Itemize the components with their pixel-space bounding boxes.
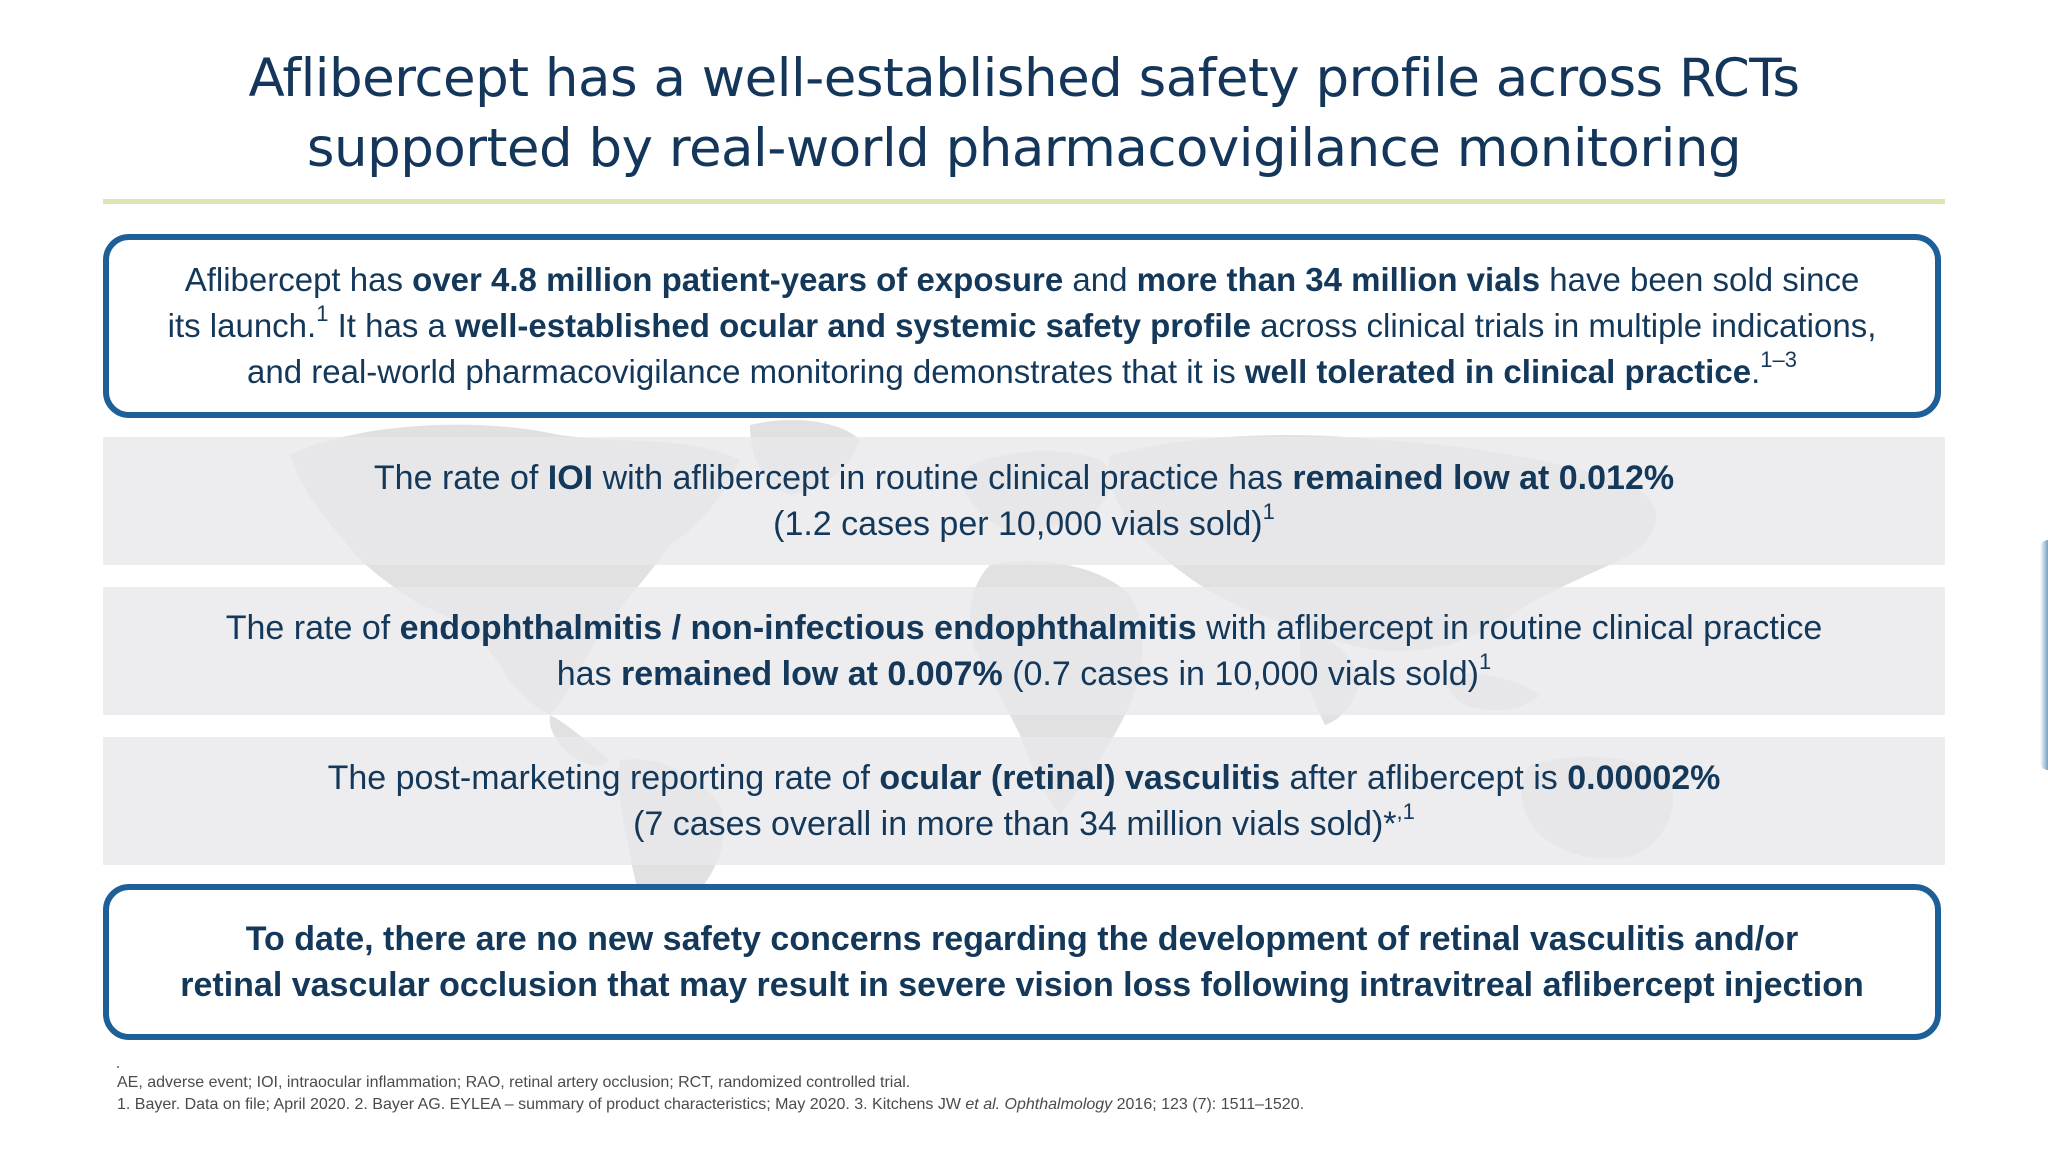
- band-text: has: [556, 655, 622, 693]
- reference-etal: et al.: [965, 1096, 1001, 1113]
- conclusion-line-1: To date, there are no new safety concerns regarding the development of retinal vasculitis and/or: [245, 920, 1799, 958]
- intro-line-1: [185, 257, 1860, 303]
- reference-superscript: ,1: [1396, 798, 1415, 824]
- reference-text: 2016; 123 (7): 1511–1520.: [1112, 1096, 1305, 1113]
- band-text: (7 cases overall in more than 34 million vials sold)*: [633, 805, 1397, 843]
- intro-text: .: [1751, 353, 1761, 390]
- title-line-1: Aflibercept has a well-established safety profile across RCTs: [248, 48, 1800, 109]
- endophthalmitis-rate-band: [103, 587, 1945, 715]
- reference-superscript: 1: [1479, 648, 1492, 674]
- edge-decoration: [2040, 540, 2048, 770]
- intro-text: across clinical trials in multiple indications,: [1250, 307, 1877, 344]
- endo-line-2: [556, 648, 1492, 697]
- title-divider: [103, 199, 1945, 204]
- intro-text: It has a: [328, 307, 456, 344]
- vasc-line-1: [328, 755, 1721, 801]
- reference-superscript: 1–3: [1760, 347, 1797, 372]
- vasculitis-rate-band: [103, 737, 1945, 865]
- band-text: with aflibercept in routine clinical practice: [1196, 609, 1823, 647]
- reference-superscript: 1: [316, 301, 329, 326]
- reference-journal: Ophthalmology: [1004, 1096, 1113, 1113]
- title-line-2: supported by real-world pharmacovigilance monitoring: [306, 118, 1742, 179]
- band-emphasis: remained low at 0.012%: [1292, 459, 1675, 497]
- intro-line-3: [247, 349, 1797, 395]
- ioi-line-2: [773, 498, 1275, 547]
- band-emphasis: IOI: [547, 459, 594, 497]
- band-text: after aflibercept is: [1280, 759, 1568, 797]
- vasc-line-2: [633, 798, 1415, 847]
- band-text: The rate of: [225, 609, 400, 647]
- intro-emphasis: well tolerated in clinical practice: [1244, 353, 1752, 390]
- band-emphasis: 0.00002%: [1567, 759, 1721, 797]
- band-text: with aflibercept in routine clinical practice has: [593, 459, 1293, 497]
- band-text: (1.2 cases per 10,000 vials sold): [773, 505, 1263, 543]
- intro-box: [103, 234, 1941, 418]
- conclusion-line-2: retinal vascular occlusion that may result in severe vision loss following intravitreal aflibercept injection: [180, 966, 1864, 1004]
- ioi-rate-band: [103, 437, 1945, 565]
- abbreviations: AE, adverse event; IOI, intraocular inflammation; RAO, retinal artery occlusion; RCT, randomized controlled trial.: [117, 1074, 911, 1091]
- conclusion-box: [103, 884, 1941, 1040]
- references: [117, 1094, 1304, 1116]
- intro-emphasis: more than 34 million vials: [1136, 261, 1541, 298]
- intro-text: its launch.: [167, 307, 317, 344]
- footer-dot: [117, 1066, 119, 1068]
- intro-text: Aflibercept has: [184, 261, 413, 298]
- ioi-line-1: [374, 455, 1674, 501]
- page-title: [100, 44, 1948, 184]
- intro-text: have been sold since: [1540, 261, 1860, 298]
- band-emphasis: ocular (retinal) vasculitis: [879, 759, 1281, 797]
- band-emphasis: endophthalmitis / non-infectious endophthalmitis: [399, 609, 1197, 647]
- intro-line-2: [168, 303, 1877, 349]
- reference-superscript: 1: [1262, 498, 1275, 524]
- band-text: The post-marketing reporting rate of: [327, 759, 880, 797]
- reference-text: 1. Bayer. Data on file; April 2020. 2. Bayer AG. EYLEA – summary of product characteristics; May 2020. 3. Kitchens JW: [117, 1096, 966, 1113]
- band-text: (0.7 cases in 10,000 vials sold): [1002, 655, 1479, 693]
- intro-emphasis: well-established ocular and systemic safety profile: [455, 307, 1251, 344]
- band-emphasis: remained low at 0.007%: [621, 655, 1003, 693]
- band-text: The rate of: [373, 459, 548, 497]
- intro-emphasis: over 4.8 million patient-years of exposure: [412, 261, 1064, 298]
- footnotes: [117, 1072, 1304, 1116]
- intro-text: and real-world pharmacovigilance monitoring demonstrates that it is: [247, 353, 1245, 390]
- endo-line-1: [226, 605, 1822, 651]
- intro-text: and: [1063, 261, 1137, 298]
